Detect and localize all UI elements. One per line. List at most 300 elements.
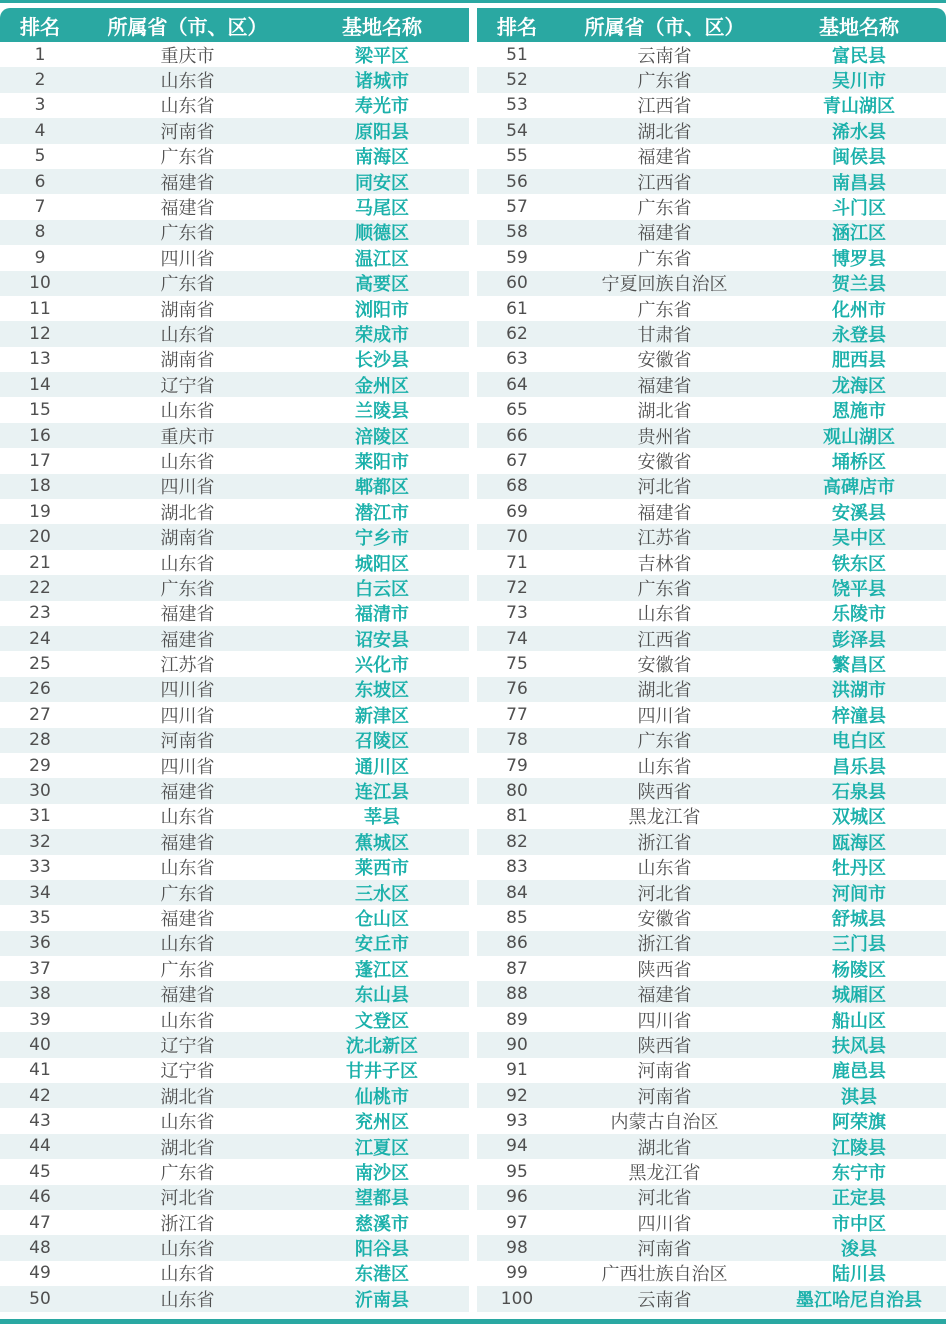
province-cell: 安徽省 — [637, 451, 692, 473]
rank-cell: 40 — [29, 1034, 51, 1055]
base-name-cell: 三门县 — [832, 934, 886, 956]
base-name-cell: 召陵区 — [355, 731, 409, 753]
province-cell: 河南省 — [637, 1061, 692, 1083]
table-row — [0, 728, 469, 753]
base-name-cell: 连江县 — [355, 782, 409, 804]
table-row — [0, 1235, 469, 1260]
rank-header: 排名 — [20, 14, 60, 39]
rank-cell: 26 — [29, 679, 51, 700]
rank-cell: 39 — [29, 1009, 51, 1030]
rank-cell: 61 — [506, 298, 528, 319]
province-cell: 山东省 — [637, 604, 692, 626]
province-cell: 山东省 — [160, 1112, 215, 1134]
base-name-cell: 蕉城区 — [355, 832, 409, 854]
rank-cell: 2 — [34, 70, 46, 91]
rank-cell: 73 — [506, 603, 528, 624]
rank-cell: 57 — [506, 197, 528, 218]
rank-cell: 45 — [29, 1161, 51, 1182]
base-name-cell: 繁昌区 — [832, 655, 886, 677]
table-row — [0, 397, 469, 422]
rank-cell: 71 — [506, 552, 528, 573]
province-cell: 福建省 — [160, 782, 215, 804]
table-row — [0, 981, 469, 1006]
rank-cell: 62 — [506, 323, 528, 344]
base-name-cell: 饶平县 — [832, 578, 886, 600]
province-cell: 山东省 — [160, 325, 215, 346]
table-row — [0, 931, 469, 956]
table-row — [0, 499, 469, 524]
base-name-cell: 高要区 — [355, 274, 409, 296]
table-row — [477, 601, 946, 626]
province-cell: 浙江省 — [637, 934, 692, 956]
base-name-cell: 吴中区 — [832, 528, 886, 550]
rank-cell: 60 — [506, 273, 528, 294]
rank-cell: 63 — [506, 349, 528, 370]
base-name-cell: 贺兰县 — [832, 274, 886, 296]
rank-cell: 43 — [29, 1111, 51, 1132]
province-cell: 河北省 — [637, 883, 692, 905]
province-cell: 广东省 — [637, 299, 692, 321]
rank-cell: 4 — [34, 120, 46, 141]
top-border-line — [0, 0, 946, 3]
province-cell: 湖南省 — [160, 528, 215, 550]
base-name-cell: 正定县 — [832, 1188, 886, 1210]
rank-cell: 88 — [506, 984, 528, 1005]
rank-cell: 9 — [34, 247, 46, 268]
rank-cell: 30 — [29, 781, 51, 802]
province-cell: 广东省 — [160, 274, 215, 296]
table-row — [0, 474, 469, 499]
rank-cell: 23 — [29, 603, 51, 624]
table-row — [0, 67, 469, 92]
base-name-cell: 仓山区 — [355, 908, 409, 930]
base-name-cell: 埇桥区 — [832, 451, 886, 473]
left-table-body — [0, 42, 469, 1312]
province-cell: 吉林省 — [637, 553, 692, 575]
province-cell: 福建省 — [637, 375, 692, 397]
province-cell: 山东省 — [160, 553, 215, 575]
rank-cell: 28 — [29, 730, 51, 751]
province-cell: 广东省 — [637, 731, 692, 753]
base-name-cell: 石泉县 — [832, 782, 886, 804]
province-cell: 辽宁省 — [160, 1035, 215, 1057]
rank-cell: 14 — [29, 374, 51, 395]
base-name-cell: 高碑店市 — [823, 477, 895, 499]
province-cell: 福建省 — [637, 985, 692, 1007]
rank-cell: 5 — [34, 146, 46, 167]
table-row — [0, 144, 469, 169]
province-cell: 浙江省 — [637, 832, 692, 854]
rank-cell: 13 — [29, 349, 51, 370]
rank-cell: 58 — [506, 222, 528, 243]
base-name-cell: 富民县 — [832, 45, 886, 67]
table-row — [0, 118, 469, 143]
base-name-cell: 恩施市 — [832, 401, 886, 423]
table-row — [477, 728, 946, 753]
table-row — [477, 397, 946, 422]
base-name-cell: 文登区 — [355, 1010, 409, 1032]
base-name-cell: 同安区 — [355, 172, 409, 194]
base-name-cell: 通川区 — [355, 756, 409, 778]
province-cell: 福建省 — [160, 985, 215, 1007]
table-row — [0, 626, 469, 651]
rank-cell: 41 — [29, 1060, 51, 1081]
province-cell: 湖南省 — [160, 350, 215, 372]
base-name-cell: 城阳区 — [355, 553, 409, 575]
table-row — [0, 778, 469, 803]
base-name-cell: 龙海区 — [832, 375, 886, 397]
table-row — [0, 1185, 469, 1210]
province-cell: 山东省 — [160, 1289, 215, 1311]
table-row — [0, 271, 469, 296]
table-row — [0, 194, 469, 219]
table-row — [477, 321, 946, 346]
table-row — [0, 550, 469, 575]
rank-cell: 99 — [506, 1263, 528, 1284]
rank-cell: 24 — [29, 628, 51, 649]
province-cell: 河南省 — [160, 121, 215, 143]
province-cell: 安徽省 — [637, 350, 692, 372]
rank-cell: 31 — [29, 806, 51, 827]
rank-cell: 90 — [506, 1034, 528, 1055]
table-row — [477, 474, 946, 499]
table-row — [477, 1235, 946, 1260]
table-row — [477, 245, 946, 270]
province-cell: 四川省 — [637, 705, 692, 727]
province-cell: 云南省 — [637, 45, 692, 67]
province-cell: 广东省 — [160, 578, 215, 600]
province-cell: 福建省 — [637, 223, 692, 245]
province-cell: 广东省 — [637, 198, 692, 220]
base-name-cell: 仙桃市 — [355, 1086, 409, 1108]
province-cell: 广东省 — [160, 959, 215, 981]
base-name-cell: 温江区 — [355, 248, 409, 270]
province-cell: 四川省 — [160, 756, 215, 778]
rank-cell: 82 — [506, 831, 528, 852]
rank-cell: 7 — [34, 197, 46, 218]
table-row — [477, 829, 946, 854]
base-name-cell: 顺德区 — [355, 223, 409, 245]
table-row — [477, 880, 946, 905]
table-row — [0, 829, 469, 854]
province-cell: 河南省 — [160, 731, 215, 753]
province-cell: 陕西省 — [637, 959, 692, 981]
table-row — [0, 245, 469, 270]
rank-cell: 94 — [506, 1136, 528, 1157]
province-cell: 四川省 — [160, 248, 215, 270]
rank-cell: 15 — [29, 400, 51, 421]
rank-cell: 38 — [29, 984, 51, 1005]
base-name-cell: 杨陵区 — [832, 959, 886, 981]
table-row — [477, 372, 946, 397]
base-name-cell: 河间市 — [832, 883, 886, 905]
base-name-cell: 昌乐县 — [832, 756, 886, 778]
province-cell: 福建省 — [637, 147, 692, 169]
table-row — [0, 804, 469, 829]
base-name-cell: 莘县 — [364, 807, 400, 829]
table-row — [0, 1210, 469, 1235]
base-name-cell: 东山县 — [355, 985, 409, 1007]
right-table-body — [477, 42, 946, 1312]
base-name-cell: 南沙区 — [355, 1162, 409, 1184]
rank-cell: 86 — [506, 933, 528, 954]
table-row — [477, 1261, 946, 1286]
rank-cell: 6 — [34, 171, 46, 192]
base-name-cell: 莱阳市 — [355, 451, 409, 473]
base-name-cell: 化州市 — [832, 299, 886, 321]
province-cell: 山东省 — [160, 1264, 215, 1286]
base-name-cell: 淇县 — [841, 1086, 877, 1108]
rank-cell: 98 — [506, 1238, 528, 1259]
province-cell: 河南省 — [637, 1239, 692, 1261]
base-name-cell: 宁乡市 — [355, 528, 409, 550]
province-cell: 广东省 — [637, 578, 692, 600]
base-name-cell: 望都县 — [355, 1188, 409, 1210]
base-name-cell: 阿荣旗 — [832, 1112, 886, 1134]
province-cell: 山东省 — [160, 96, 215, 118]
base-name-cell: 白云区 — [355, 578, 409, 600]
rank-cell: 18 — [29, 476, 51, 497]
table-row — [0, 93, 469, 118]
table-row — [477, 1159, 946, 1184]
table-row — [0, 677, 469, 702]
province-cell: 山东省 — [160, 858, 215, 880]
rank-cell: 36 — [29, 933, 51, 954]
province-cell: 甘肃省 — [637, 325, 692, 346]
province-cell: 山东省 — [160, 71, 215, 93]
province-cell: 福建省 — [160, 604, 215, 626]
province-cell: 山东省 — [637, 858, 692, 880]
rank-cell: 49 — [29, 1263, 51, 1284]
rank-cell: 20 — [29, 527, 51, 548]
table-row — [477, 67, 946, 92]
base-name-cell: 城厢区 — [832, 985, 886, 1007]
base-name-cell: 浚县 — [841, 1239, 877, 1261]
rank-cell: 21 — [29, 552, 51, 573]
rank-cell: 46 — [29, 1187, 51, 1208]
base-name-cell: 寿光市 — [355, 96, 409, 118]
base-name-cell: 肥西县 — [832, 350, 886, 372]
table-row — [477, 169, 946, 194]
base-name-cell: 诏安县 — [355, 629, 409, 651]
province-cell: 江西省 — [637, 629, 692, 651]
rank-cell: 17 — [29, 450, 51, 471]
rank-cell: 67 — [506, 450, 528, 471]
base-name-header: 基地名称 — [342, 14, 422, 39]
base-name-cell: 双城区 — [832, 807, 886, 829]
base-name-cell: 兰陵县 — [355, 401, 409, 423]
table-row — [0, 1286, 469, 1311]
base-name-cell: 闽侯县 — [832, 147, 886, 169]
province-cell: 云南省 — [637, 1289, 692, 1311]
table-row — [477, 524, 946, 549]
base-name-cell: 潜江市 — [355, 502, 409, 524]
base-name-cell: 三水区 — [355, 883, 409, 905]
rank-cell: 83 — [506, 857, 528, 878]
base-name-cell: 扶风县 — [832, 1035, 886, 1057]
rank-cell: 75 — [506, 654, 528, 675]
rank-cell: 29 — [29, 755, 51, 776]
province-cell: 广东省 — [160, 147, 215, 169]
table-row — [477, 550, 946, 575]
table-row — [477, 753, 946, 778]
base-name-cell: 东宁市 — [832, 1162, 886, 1184]
rank-cell: 52 — [506, 70, 528, 91]
province-cell: 黑龙江省 — [628, 1162, 701, 1184]
rank-cell: 89 — [506, 1009, 528, 1030]
table-row — [477, 423, 946, 448]
base-name-cell: 安丘市 — [355, 934, 409, 956]
table-row — [0, 753, 469, 778]
table-row — [477, 194, 946, 219]
table-row — [0, 956, 469, 981]
province-cell: 江西省 — [637, 172, 692, 194]
base-name-cell: 江陵县 — [832, 1137, 886, 1159]
rank-cell: 69 — [506, 501, 528, 522]
rank-cell: 27 — [29, 704, 51, 725]
base-name-cell: 牡丹区 — [832, 858, 886, 880]
rank-cell: 51 — [506, 44, 528, 65]
table-row — [477, 1083, 946, 1108]
rank-cell: 19 — [29, 501, 51, 522]
rank-header: 排名 — [497, 14, 537, 39]
rank-cell: 22 — [29, 577, 51, 598]
table-row — [477, 855, 946, 880]
rank-cell: 64 — [506, 374, 528, 395]
base-name-cell: 梓潼县 — [832, 705, 886, 727]
rank-cell: 68 — [506, 476, 528, 497]
base-name-cell: 阳谷县 — [355, 1239, 409, 1261]
table-row — [0, 702, 469, 727]
rank-cell: 79 — [506, 755, 528, 776]
table-row — [0, 575, 469, 600]
province-cell: 贵州省 — [637, 426, 692, 448]
bottom-border-line — [0, 1319, 946, 1324]
table-row — [0, 651, 469, 676]
province-cell: 广西壮族自治区 — [601, 1264, 728, 1286]
province-header: 所属省（市、区） — [107, 14, 268, 39]
rank-cell: 74 — [506, 628, 528, 649]
rank-cell: 100 — [500, 1288, 534, 1309]
table-row — [477, 296, 946, 321]
table-header-right — [477, 8, 946, 42]
table-row — [477, 702, 946, 727]
table-row — [477, 499, 946, 524]
rank-cell: 34 — [29, 882, 51, 903]
base-name-cell: 长沙县 — [355, 350, 409, 372]
base-name-cell: 慈溪市 — [355, 1213, 409, 1235]
table-row — [0, 905, 469, 930]
province-cell: 湖北省 — [637, 401, 692, 423]
rank-cell: 78 — [506, 730, 528, 751]
base-name-cell: 瓯海区 — [832, 832, 886, 854]
rank-cell: 76 — [506, 679, 528, 700]
table-row — [477, 651, 946, 676]
base-name-cell: 安溪县 — [832, 502, 886, 524]
province-cell: 陕西省 — [637, 1035, 692, 1057]
base-name-cell: 涪陵区 — [355, 426, 409, 448]
base-name-cell: 沂南县 — [355, 1289, 409, 1311]
base-name-cell: 荣成市 — [355, 325, 409, 346]
base-name-cell: 南昌县 — [832, 172, 886, 194]
rank-cell: 59 — [506, 247, 528, 268]
province-cell: 福建省 — [637, 502, 692, 524]
base-name-cell: 莱西市 — [355, 858, 409, 880]
base-name-cell: 涵江区 — [832, 223, 886, 245]
base-name-header: 基地名称 — [819, 14, 899, 39]
rank-cell: 80 — [506, 781, 528, 802]
province-cell: 黑龙江省 — [628, 807, 701, 829]
table-row — [0, 347, 469, 372]
rank-cell: 55 — [506, 146, 528, 167]
rank-cell: 97 — [506, 1212, 528, 1233]
table-row — [477, 931, 946, 956]
table-row — [477, 1108, 946, 1133]
province-cell: 湖北省 — [160, 502, 215, 524]
base-name-cell: 斗门区 — [832, 198, 886, 220]
province-cell: 安徽省 — [637, 908, 692, 930]
province-cell: 广东省 — [637, 248, 692, 270]
base-name-cell: 南海区 — [355, 147, 409, 169]
table-row — [477, 448, 946, 473]
province-cell: 安徽省 — [637, 655, 692, 677]
base-name-cell: 福清市 — [355, 604, 409, 626]
base-name-cell: 彭泽县 — [832, 629, 886, 651]
rank-cell: 1 — [34, 44, 46, 65]
rank-cell: 16 — [29, 425, 51, 446]
province-cell: 广东省 — [160, 1162, 215, 1184]
province-cell: 江苏省 — [160, 655, 215, 677]
base-name-cell: 鹿邑县 — [832, 1061, 886, 1083]
base-name-cell: 郫都区 — [355, 477, 409, 499]
province-cell: 河北省 — [637, 477, 692, 499]
rank-cell: 95 — [506, 1161, 528, 1182]
province-cell: 福建省 — [160, 908, 215, 930]
rank-cell: 12 — [29, 323, 51, 344]
table-row — [477, 93, 946, 118]
table-row — [477, 575, 946, 600]
province-cell: 广东省 — [637, 71, 692, 93]
table-row — [0, 1261, 469, 1286]
province-cell: 广东省 — [160, 883, 215, 905]
base-name-cell: 兴化市 — [355, 655, 409, 677]
base-name-cell: 原阳县 — [355, 121, 409, 143]
table-row — [477, 42, 946, 67]
province-cell: 福建省 — [160, 172, 215, 194]
rank-cell: 65 — [506, 400, 528, 421]
province-cell: 辽宁省 — [160, 1061, 215, 1083]
table-row — [477, 905, 946, 930]
rank-cell: 84 — [506, 882, 528, 903]
rank-cell: 81 — [506, 806, 528, 827]
province-header: 所属省（市、区） — [584, 14, 745, 39]
province-cell: 重庆市 — [160, 426, 215, 448]
tables-container — [0, 8, 946, 1312]
base-name-cell: 电白区 — [832, 731, 886, 753]
rank-cell: 54 — [506, 120, 528, 141]
base-name-cell: 金州区 — [355, 375, 409, 397]
province-cell: 福建省 — [160, 198, 215, 220]
table-row — [477, 1185, 946, 1210]
province-cell: 辽宁省 — [160, 375, 215, 397]
base-name-cell: 东港区 — [355, 1264, 409, 1286]
province-cell: 四川省 — [160, 477, 215, 499]
rank-cell: 77 — [506, 704, 528, 725]
rank-cell: 8 — [34, 222, 46, 243]
table-header-left — [0, 8, 469, 42]
rank-cell: 72 — [506, 577, 528, 598]
table-row — [0, 448, 469, 473]
